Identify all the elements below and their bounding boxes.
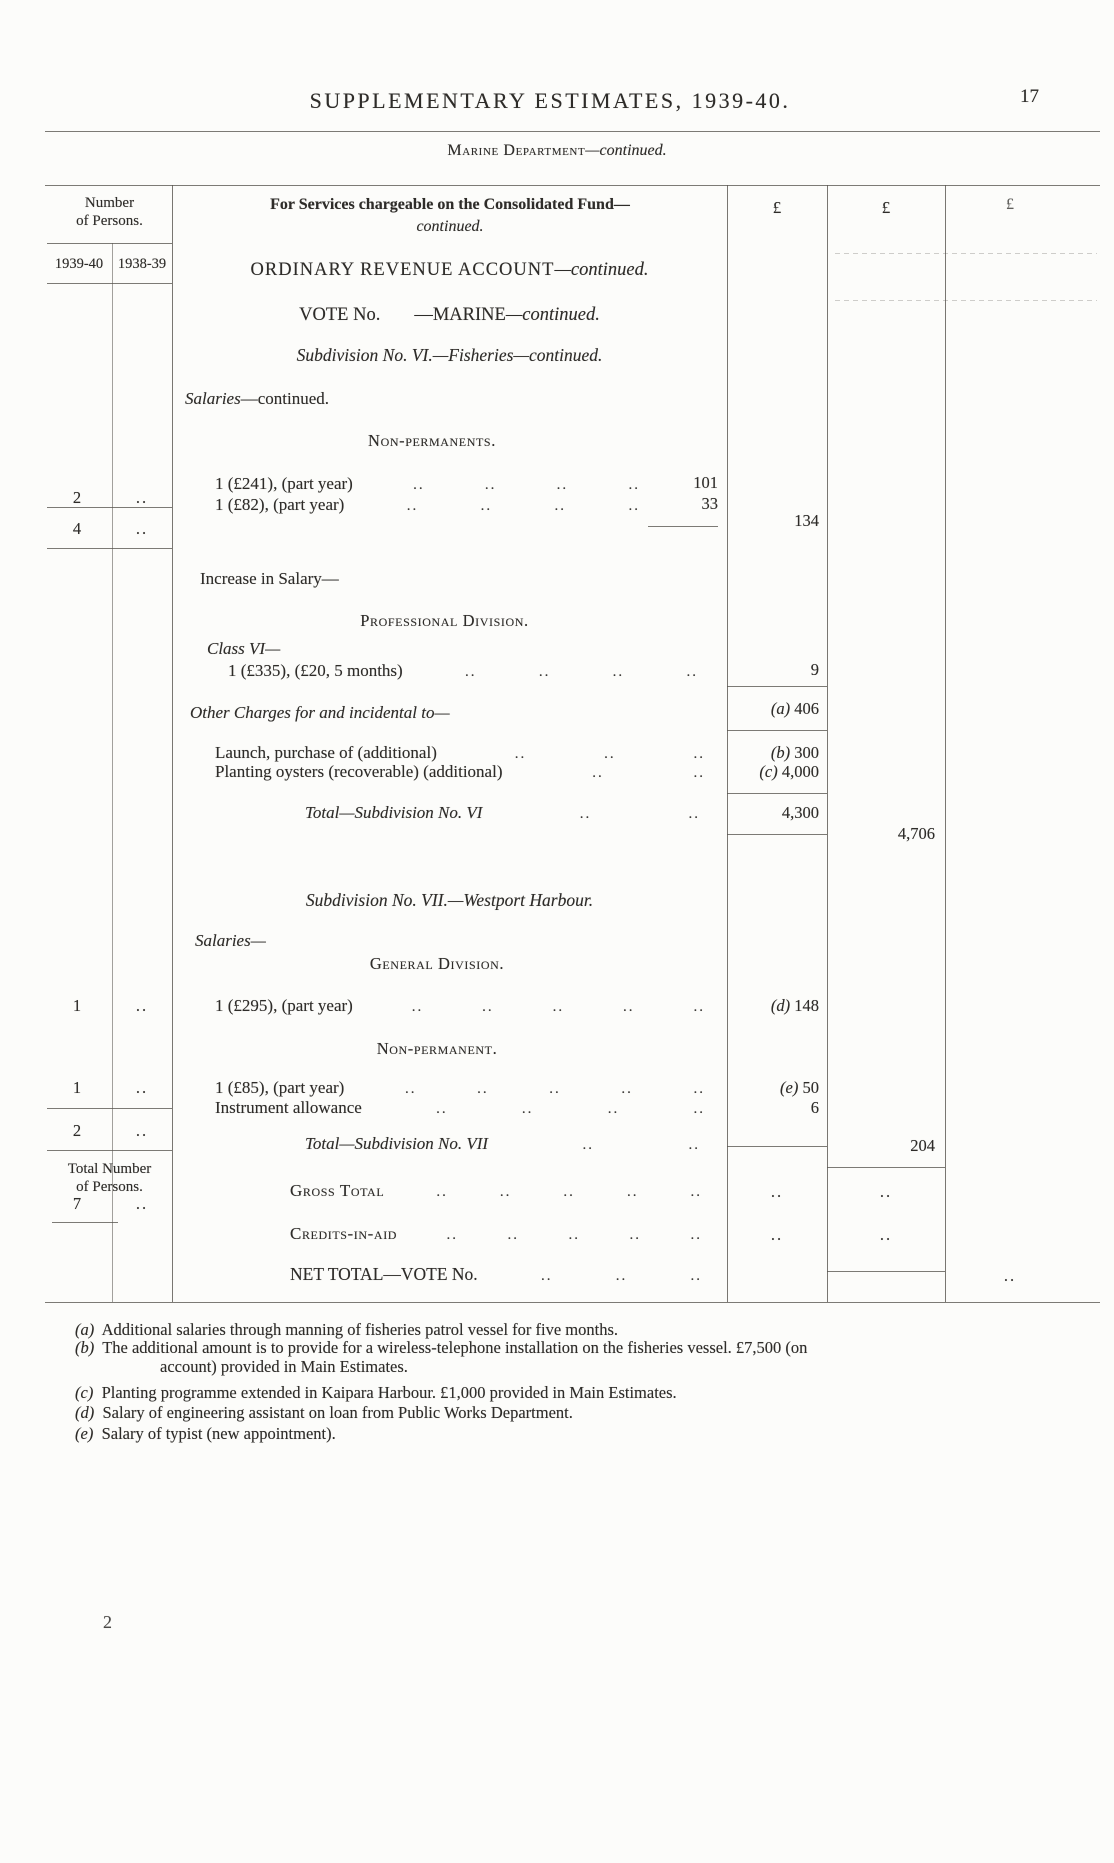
footnote-b-continuation: account) provided in Main Estimates.: [160, 1357, 408, 1376]
salary-row-335-label: 1 (£335), (£20, 5 months): [228, 661, 403, 680]
dot-leader: ..: [482, 999, 494, 1015]
footnote-a-ref: (a): [75, 1320, 95, 1339]
persons-rule-4: [47, 1150, 172, 1151]
salary-row-85-amount: [727, 1078, 819, 1098]
col2-rule-2: [827, 1271, 945, 1272]
oysters-row-amount: [727, 762, 819, 782]
persons-1938-blank: ..: [135, 1078, 149, 1097]
oysters-amount-value: 4,000: [781, 762, 819, 781]
dot-leader: ..: [626, 1184, 639, 1200]
total-persons-label: [47, 1160, 172, 1196]
non-permanents-heading: Non-permanents.: [368, 431, 496, 450]
dot-leader: ..: [413, 477, 425, 493]
footnote-ref-e: (e): [780, 1078, 799, 1097]
gross-total-col1-blank: ..: [770, 1182, 784, 1201]
subdivision-vi-text: Subdivision No. VI.—Fisheries: [296, 345, 514, 365]
total-subdivision-vi-amount: 4,300: [781, 803, 819, 822]
subdivision-vii-heading: Subdivision No. VII.—Westport Harbour.: [305, 890, 594, 910]
col1-rule-1: [727, 686, 827, 687]
launch-row: [215, 743, 705, 763]
dot-leader: ..: [628, 477, 640, 493]
total-subdivision-vii-row: [305, 1134, 700, 1154]
dot-leader: ..: [690, 1268, 702, 1284]
increase-in-salary-heading: Increase in Salary—: [200, 569, 339, 588]
salaries-continued-heading: [185, 389, 329, 409]
instrument-allowance-row: [215, 1098, 705, 1118]
amount-col3-divider: [945, 185, 946, 1302]
total-subdivision-vi-carry: 4,706: [897, 824, 935, 843]
row-295-amount-value: 148: [794, 996, 819, 1015]
page-title: SUPPLEMENTARY ESTIMATES, 1939-40.: [309, 88, 791, 113]
persons-grand-total-7: 7: [72, 1194, 82, 1213]
persons-1938-blank: ..: [135, 488, 149, 507]
scan-artifact-line: [835, 253, 1097, 254]
dot-leader: ..: [552, 999, 565, 1015]
persons-header-line1: Number: [84, 195, 135, 211]
dot-leader: ..: [607, 1101, 620, 1117]
subdivision-vi-heading: [172, 345, 727, 366]
pound-header-col2: £: [881, 198, 891, 217]
persons-1938-blank: ..: [135, 1194, 149, 1213]
other-charges-heading: Other Charges for and incidental to—: [190, 703, 450, 722]
dot-leader: ..: [554, 498, 567, 514]
department-continued: —continued.: [585, 142, 667, 159]
salary-row-82: [215, 495, 640, 515]
salary-row-335-amount: 9: [810, 660, 819, 679]
footnote-b-ref: (b): [75, 1338, 95, 1357]
professional-division-heading: Professional Division.: [360, 611, 529, 630]
ordinary-revenue-heading: [172, 260, 727, 281]
footnote-a: [75, 1320, 618, 1340]
year-column-1939: 1939-40: [54, 256, 104, 272]
persons-rule-3: [47, 1108, 172, 1109]
dot-leader: ..: [521, 1101, 534, 1117]
footnote-d-text: Salary of engineering assistant on loan from Public Works Department.: [102, 1403, 573, 1422]
page-number: 17: [1020, 86, 1039, 107]
salary-row-85-label: 1 (£85), (part year): [215, 1078, 345, 1097]
services-column-header: For Services chargeable on the Consolidated Fund—: [270, 196, 630, 213]
non-permanent-heading: Non-permanent.: [376, 1039, 498, 1058]
total-subdivision-vii-label: Total—Subdivision No. VII: [305, 1134, 489, 1153]
dot-leader: ..: [592, 765, 604, 781]
dot-leader: ..: [538, 664, 551, 680]
dot-leader: ..: [693, 1101, 705, 1117]
dot-leader: ..: [406, 498, 419, 514]
net-total-row: [290, 1264, 702, 1285]
footnote-c: [75, 1383, 677, 1403]
dot-leader: ..: [623, 999, 635, 1015]
credits-col1-blank: ..: [770, 1225, 784, 1244]
footnote-e: [75, 1424, 336, 1444]
ordinary-revenue-continued: —continued.: [554, 260, 649, 280]
total-subdivision-vii-amount: 204: [910, 1136, 935, 1155]
dot-leader: ..: [477, 1081, 489, 1097]
salary-row-295: [215, 996, 705, 1016]
footnote-ref-a: (a): [770, 699, 791, 718]
launch-row-label: Launch, purchase of (additional): [215, 743, 437, 762]
dot-leader: ..: [621, 1081, 633, 1097]
dot-leader: ..: [436, 1101, 448, 1117]
gross-total-row: [290, 1181, 702, 1201]
vote-label: VOTE No.: [299, 305, 381, 325]
footnote-a-text: Additional salaries through manning of fisheries patrol vessel for five months.: [101, 1320, 619, 1339]
dot-leader: ..: [556, 477, 569, 493]
dot-leader: ..: [484, 477, 497, 493]
dot-leader: ..: [615, 1268, 628, 1284]
dot-leader: ..: [563, 1184, 575, 1200]
credits-in-aid-row: [290, 1224, 702, 1244]
footnote-e-text: Salary of typist (new appointment).: [101, 1424, 336, 1443]
title-rule: [45, 131, 1100, 132]
ordinary-revenue-text: ORDINARY REVENUE ACCOUNT: [250, 260, 555, 280]
salaries-label: Salaries: [185, 389, 241, 408]
salary-row-241-label: 1 (£241), (part year): [215, 474, 353, 493]
footnote-b-line1: The additional amount is to provide for a wireless-telephone installation on the fisheries vessel. £7,500 (on: [102, 1338, 808, 1357]
dot-leader: ..: [579, 806, 592, 822]
dot-leader: ..: [629, 1227, 641, 1243]
persons-rule-2: [47, 548, 172, 549]
footnote-ref-b: (b): [770, 743, 791, 762]
salary-row-85: [215, 1078, 705, 1098]
footnote-c-ref: (c): [75, 1383, 94, 1402]
dot-leader: ..: [693, 746, 705, 762]
amount-a-value: 406: [794, 699, 819, 718]
dot-leader: ..: [499, 1184, 512, 1200]
persons-1939-count: 2: [72, 488, 82, 507]
instrument-row-label: Instrument allowance: [215, 1098, 362, 1117]
salary-row-82-label: 1 (£82), (part year): [215, 495, 345, 514]
table-bottom-rule: [45, 1302, 1100, 1303]
col1-rule-4: [727, 834, 827, 835]
salaries-vii-heading: Salaries—: [195, 931, 266, 950]
credits-col2-blank: ..: [879, 1225, 893, 1244]
dot-leader: ..: [690, 1184, 702, 1200]
dot-leader: ..: [446, 1227, 459, 1243]
instrument-row-amount: 6: [810, 1098, 819, 1117]
year-subdivider: [112, 243, 113, 1302]
persons-1939-count: 1: [72, 996, 82, 1015]
total-persons-line2: of Persons.: [76, 1179, 143, 1195]
printer-signature-mark: 2: [103, 1612, 112, 1632]
persons-years-rule: [47, 283, 172, 284]
vote-continued: —continued.: [505, 305, 600, 325]
oysters-row-label: Planting oysters (recoverable) (additional): [215, 762, 503, 781]
vote-name: —MARINE: [414, 305, 506, 325]
dot-leader: ..: [686, 664, 698, 680]
col1-rule-3: [727, 793, 827, 794]
salaries-continued-label: —continued.: [240, 389, 330, 408]
amount-a-406: [727, 699, 819, 719]
col1-rule-5: [727, 1146, 827, 1147]
dot-leader: ..: [688, 806, 700, 822]
persons-1939-total-4: 4: [72, 519, 82, 538]
salary-row-241: [215, 474, 640, 494]
dot-leader: ..: [693, 765, 705, 781]
persons-1938-blank: ..: [135, 1121, 149, 1140]
footnote-d-ref: (d): [75, 1403, 95, 1422]
dot-leader: ..: [514, 746, 527, 762]
footnote-e-ref: (e): [75, 1424, 94, 1443]
table-top-rule: [45, 185, 1100, 186]
salary-row-82-amount: 33: [701, 494, 718, 513]
dot-leader: ..: [628, 498, 640, 514]
year-column-1938: 1938-39: [117, 256, 167, 272]
persons-header-line2: of Persons.: [76, 213, 143, 229]
footnote-ref-c: (c): [759, 762, 778, 781]
credits-in-aid-label: Credits-in-aid: [290, 1224, 398, 1243]
dot-leader: ..: [411, 999, 424, 1015]
dot-leader: ..: [693, 1081, 705, 1097]
general-division-heading: General Division.: [369, 954, 505, 973]
col1-rule-2: [727, 730, 827, 731]
dot-leader: ..: [688, 1137, 700, 1153]
footnote-d: [75, 1403, 573, 1423]
department-heading: [0, 142, 1114, 160]
gross-total-col2-blank: ..: [879, 1182, 893, 1201]
footnote-ref-d: (d): [770, 996, 791, 1015]
launch-row-amount: [727, 743, 819, 763]
total-subdivision-vi-label: Total—Subdivision No. VI: [305, 803, 483, 822]
pound-header-col3: £: [1006, 196, 1014, 213]
dot-leader: ..: [465, 664, 477, 680]
persons-rule-5: [52, 1222, 118, 1223]
dot-leader: ..: [568, 1227, 581, 1243]
salary-row-295-amount: [727, 996, 819, 1016]
dot-leader: ..: [604, 746, 616, 762]
dot-leader: ..: [690, 1227, 702, 1243]
salary-row-241-amount: 101: [693, 473, 718, 492]
footnote-c-text: Planting programme extended in Kaipara Harbour. £1,000 provided in Main Estimates.: [101, 1383, 677, 1402]
persons-1939-total-2: 2: [72, 1121, 82, 1140]
persons-1939-count: 1: [72, 1078, 82, 1097]
footnote-b: [75, 1338, 807, 1358]
persons-1938-blank: ..: [135, 519, 149, 538]
net-total-col3-blank: ..: [1003, 1266, 1017, 1285]
scan-artifact-line: [835, 300, 1097, 301]
pound-header-col1: £: [772, 198, 782, 217]
persons-header-rule: [47, 243, 172, 244]
gross-total-label: Gross Total: [290, 1181, 385, 1200]
dot-leader: ..: [436, 1184, 448, 1200]
net-total-label: NET TOTAL—VOTE No.: [290, 1264, 478, 1284]
dot-leader: ..: [582, 1137, 595, 1153]
salary-row-335: [228, 661, 698, 681]
persons-1938-blank: ..: [135, 996, 149, 1015]
vote-heading: [172, 305, 727, 326]
class-vi-heading: Class VI—: [207, 639, 281, 658]
subdivision-vi-continued: —continued.: [513, 345, 603, 365]
persons-column-header: [47, 194, 172, 230]
dot-leader: ..: [612, 664, 625, 680]
dot-leader: ..: [549, 1081, 561, 1097]
total-persons-line1: Total Number: [67, 1161, 152, 1177]
amount-col2-divider: [827, 185, 828, 1302]
subtotal-134: 134: [794, 511, 819, 530]
col2-rule-1: [827, 1167, 945, 1168]
services-header-continued: continued.: [416, 218, 484, 235]
launch-amount-value: 300: [794, 743, 819, 762]
total-subdivision-vi-row: [305, 803, 700, 823]
salary-row-295-label: 1 (£295), (part year): [215, 996, 353, 1015]
subamount-rule: [648, 526, 718, 527]
dot-leader: ..: [404, 1081, 417, 1097]
oysters-row: [215, 762, 705, 782]
dot-leader: ..: [693, 999, 705, 1015]
dot-leader: ..: [480, 498, 493, 514]
row-85-amount-value: 50: [802, 1078, 819, 1097]
department-name: Marine Department: [447, 142, 586, 159]
dot-leader: ..: [540, 1268, 553, 1284]
dot-leader: ..: [507, 1227, 520, 1243]
